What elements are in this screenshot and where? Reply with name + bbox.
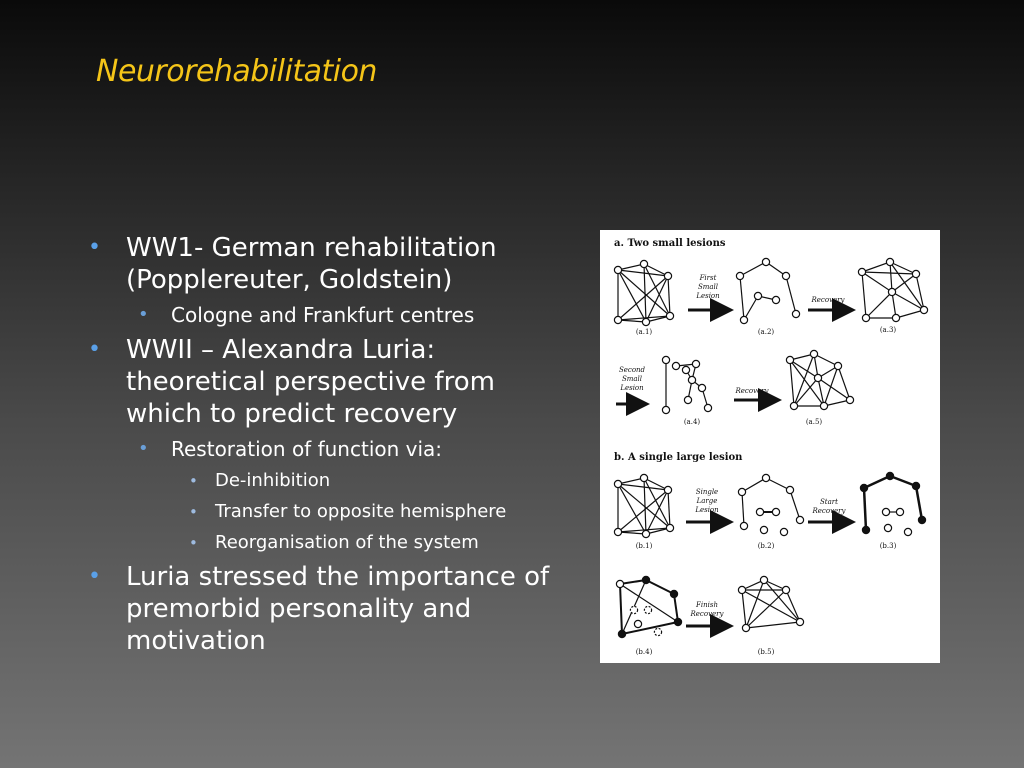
network-recovery-figure — [600, 230, 940, 663]
arrow-caption: Lesion — [696, 292, 720, 300]
graph-a5 — [786, 350, 853, 409]
arrow-caption: Finish — [696, 601, 718, 609]
network-diagram — [600, 230, 940, 663]
graph-b1 — [614, 474, 673, 537]
arrow-caption: Large — [696, 497, 718, 505]
panel-label: (b.5) — [757, 648, 775, 656]
bullet-text: Reorganisation of the system — [215, 532, 479, 553]
bullet-dot-icon: • — [88, 235, 101, 260]
bullet-item — [88, 232, 558, 296]
bullet-dot-icon: • — [138, 304, 149, 325]
panel-label: (b.2) — [757, 542, 775, 550]
bullet-text: Restoration of function via: — [171, 437, 443, 461]
bullet-item — [88, 561, 558, 657]
sub-bullet-item — [88, 436, 558, 462]
bullet-dot-icon: • — [189, 503, 198, 521]
arrow-caption: Small — [697, 283, 719, 291]
graph-a4 — [662, 356, 711, 413]
arrow-caption: Lesion — [695, 506, 719, 514]
slide-title: Neurorehabilitation — [96, 54, 377, 89]
bullet-dot-icon: • — [189, 472, 198, 490]
panel-label: (b.1) — [635, 542, 653, 550]
arrow-caption: Recovery — [812, 507, 846, 515]
sub-sub-bullet-item — [88, 469, 558, 493]
graph-a3 — [858, 258, 927, 321]
graph-b5 — [738, 576, 803, 631]
arrow-caption: Lesion — [620, 384, 644, 392]
arrow-caption: Recovery — [735, 387, 769, 395]
arrow-caption: Second — [618, 366, 646, 374]
graph-b4 — [616, 576, 681, 637]
bullet-text: Transfer to opposite hemisphere — [215, 501, 507, 522]
bullet-dot-icon: • — [189, 534, 198, 552]
arrow-caption: Start — [820, 498, 838, 506]
bullet-item — [88, 334, 558, 430]
bullet-text: WW1- German rehabilitation (Popplereuter, Goldstein) — [126, 233, 497, 295]
bullet-text: Cologne and Frankfurt centres — [171, 303, 475, 327]
bullet-text: De-inhibition — [215, 470, 331, 491]
bullet-text: Luria stressed the importance of premorbid personality and motivation — [126, 562, 550, 656]
bullet-dot-icon: • — [88, 564, 101, 589]
arrow-caption: Recovery — [811, 296, 845, 304]
panel-label: (a.3) — [879, 326, 897, 334]
section-b-heading: b. A single large lesion — [614, 452, 743, 463]
panel-label: (a.4) — [683, 418, 701, 426]
graph-b3 — [860, 472, 925, 535]
graph-b2 — [738, 474, 803, 535]
sub-sub-bullet-item — [88, 531, 558, 555]
panel-label: (a.5) — [805, 418, 823, 426]
sub-sub-bullet-item — [88, 500, 558, 524]
arrow-caption: First — [699, 274, 717, 282]
section-a-heading: a. Two small lesions — [614, 238, 726, 249]
bullet-list — [88, 226, 558, 657]
panel-label: (b.3) — [879, 542, 897, 550]
graph-a1 — [614, 260, 673, 325]
panel-label: (a.1) — [635, 328, 653, 336]
arrow-caption: Recovery — [690, 610, 724, 618]
graph-a2 — [736, 258, 799, 323]
bullet-dot-icon: • — [88, 337, 101, 362]
panel-label: (b.4) — [635, 648, 653, 656]
arrow-caption: Small — [621, 375, 643, 383]
arrow-caption: Single — [695, 488, 719, 496]
bullet-text: WWII – Alexandra Luria: theoretical perspective from which to predict recovery — [126, 335, 495, 429]
bullet-dot-icon: • — [138, 438, 149, 459]
panel-label: (a.2) — [757, 328, 775, 336]
sub-bullet-item — [88, 302, 558, 328]
